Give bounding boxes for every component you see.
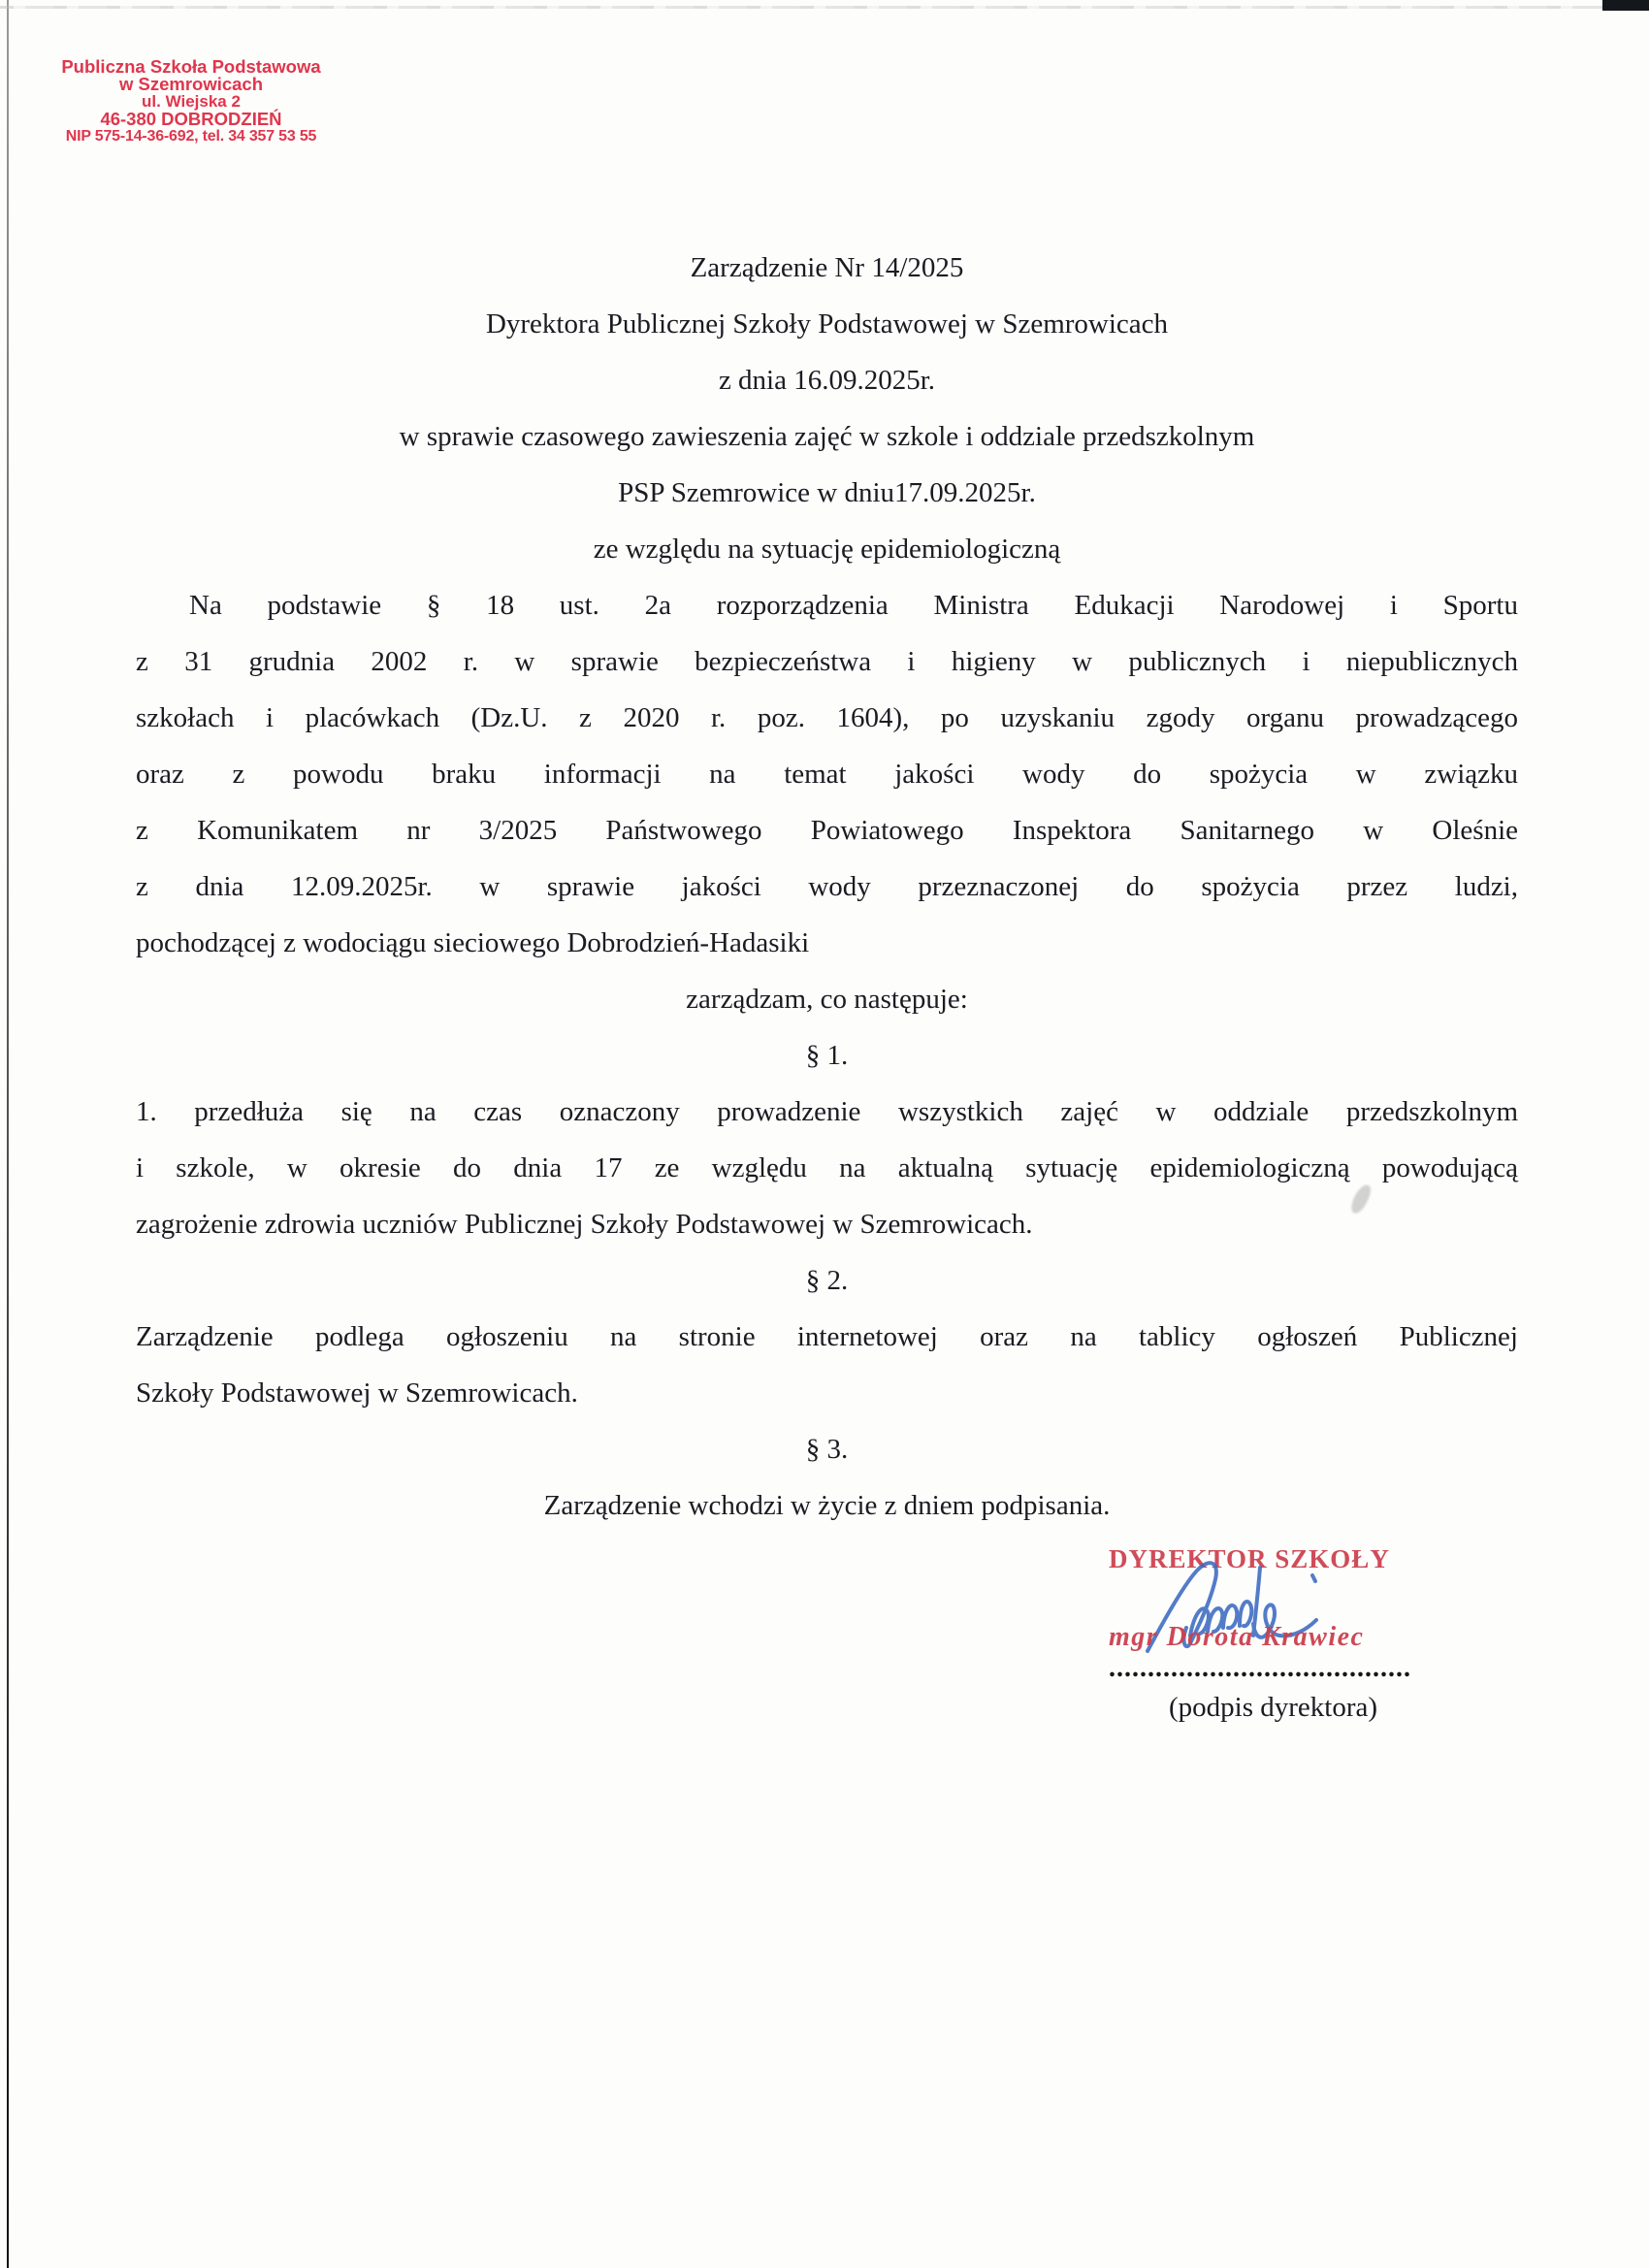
document-issuer: Dyrektora Publicznej Szkoły Podstawowej w Szemrowicach xyxy=(485,308,1169,340)
signature-caption: (podpis dyrektora) xyxy=(1169,1692,1378,1723)
preamble-line: z 31 grudnia 2002 r. w sprawie bezpieczeństwa i higieny w publicznych i niepublicznych xyxy=(136,646,1518,677)
letterhead-line-nip-phone: NIP 575-14-36-692, tel. 34 357 53 55 xyxy=(65,128,317,145)
preamble-line: Na podstawie § 18 ust. 2a rozporządzenia Ministra Edukacji Narodowej i Sportu xyxy=(189,590,1518,621)
document-date: z dnia 16.09.2025r. xyxy=(718,365,936,396)
section-2-line: Szkoły Podstawowej w Szemrowicach. xyxy=(136,1377,578,1409)
scan-edge-line xyxy=(7,0,9,2268)
document-subject-line-3: ze względu na sytuację epidemiologiczną xyxy=(593,534,1061,565)
document-title: Zarządzenie Nr 14/2025 xyxy=(690,252,964,283)
director-stamp-title: DYREKTOR SZKOŁY xyxy=(1109,1544,1390,1573)
letterhead-line-town: w Szemrowicach xyxy=(118,74,264,94)
preamble-line: z dnia 12.09.2025r. w sprawie jakości wody przeznaczonej do spożycia przez ludzi, xyxy=(136,871,1518,902)
preamble-line: pochodzącej z wodociągu sieciowego Dobrodzień-Hadasiki xyxy=(136,927,810,958)
signature-block xyxy=(1109,1544,1419,1758)
section-1-line: zagrożenie zdrowia uczniów Publicznej Szkoły Podstawowej w Szemrowicach. xyxy=(136,1209,1033,1240)
section-3-line: Zarządzenie wchodzi w życie z dniem podpisania. xyxy=(543,1490,1111,1521)
section-1-line: i szkole, w okresie do dnia 17 ze względu na aktualną sytuację epidemiologiczną powodującą xyxy=(136,1152,1518,1183)
letterhead-line-street: ul. Wiejska 2 xyxy=(142,92,241,111)
section-1-line: 1. przedłuża się na czas oznaczony prowadzenie wszystkich zajęć w oddziale przedszkolnym xyxy=(136,1096,1518,1127)
preamble-line: oraz z powodu braku informacji na temat jakości wody do spożycia w związku xyxy=(136,759,1518,790)
document-subject-line-1: w sprawie czasowego zawieszenia zajęć w szkole i oddziale przedszkolnym xyxy=(399,421,1255,452)
section-heading-2: § 2. xyxy=(805,1265,849,1296)
preamble-line: z Komunikatem nr 3/2025 Państwowego Powiatowego Inspektora Sanitarnego w Oleśnie xyxy=(136,815,1518,846)
letterhead-line-postcode: 46-380 DOBRODZIEŃ xyxy=(100,109,282,129)
document-subject-line-2: PSP Szemrowice w dniu17.09.2025r. xyxy=(618,477,1036,508)
signature-dotted-line: ....................................... xyxy=(1109,1653,1411,1683)
letterhead-line-school-name: Publiczna Szkoła Podstawowa xyxy=(61,56,321,77)
director-stamp-name: mgr Dorota Krawiec xyxy=(1109,1622,1365,1652)
preamble-line: szkołach i placówkach (Dz.U. z 2020 r. poz. 1604), po uzyskaniu zgody organu prowadzącego xyxy=(136,702,1518,733)
scan-corner-mark xyxy=(1602,0,1649,11)
section-heading-3: § 3. xyxy=(805,1434,849,1465)
section-heading-1: § 1. xyxy=(805,1040,849,1071)
decree-intro: zarządzam, co następuje: xyxy=(686,984,968,1015)
section-2-line: Zarządzenie podlega ogłoszeniu na stronie internetowej oraz na tablicy ogłoszeń Publicznej xyxy=(136,1321,1518,1352)
document-body xyxy=(136,0,1518,1534)
